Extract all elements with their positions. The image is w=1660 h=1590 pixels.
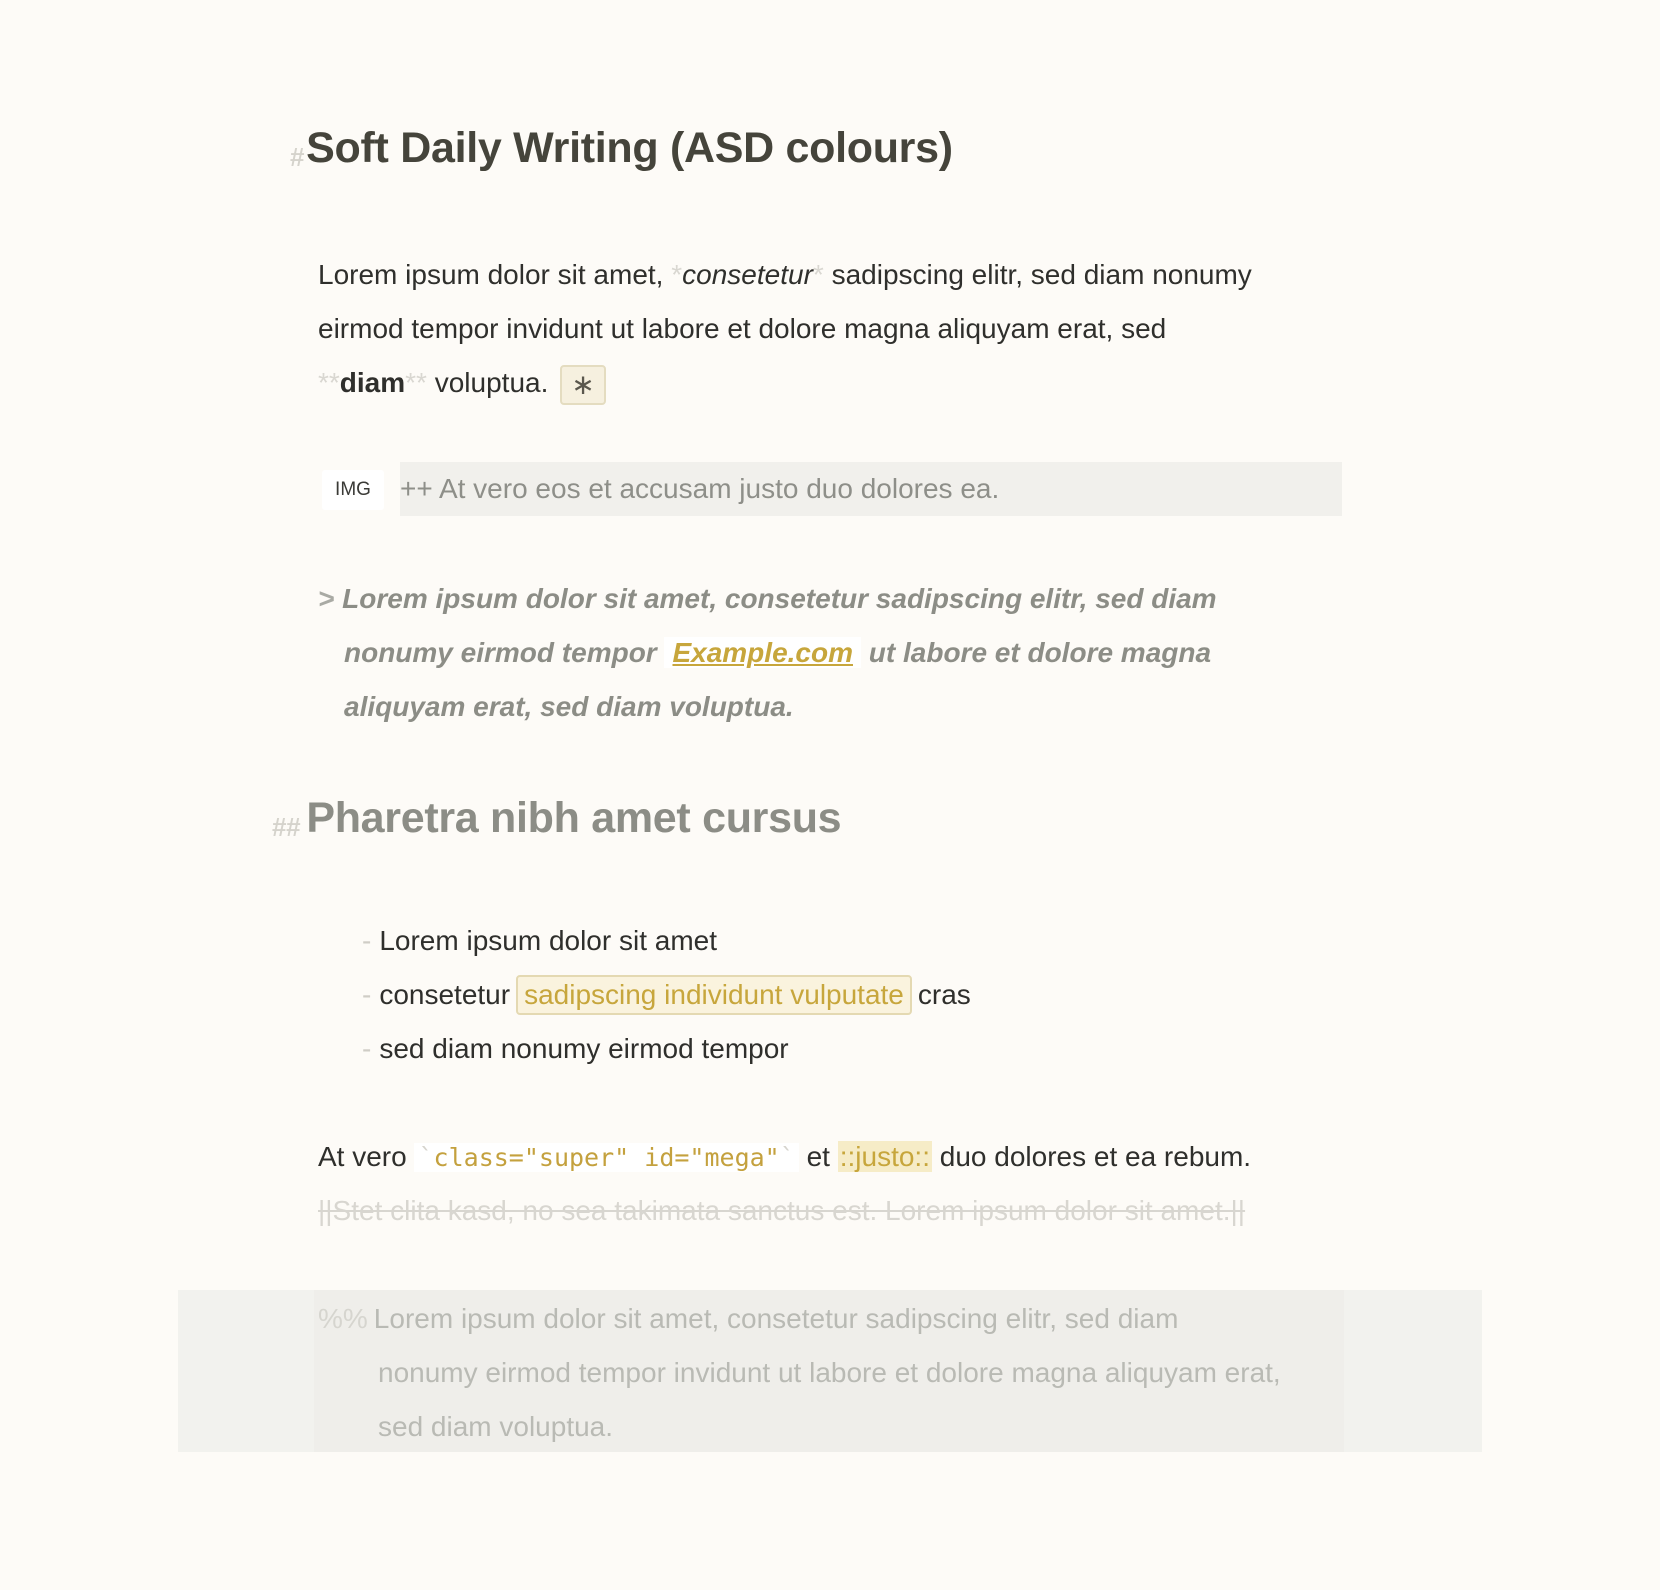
list-item[interactable] <box>362 1022 789 1076</box>
text-run: sed diam voluptua. <box>378 1411 614 1442</box>
text-run: nonumy eirmod tempor invidunt ut labore et dolore magna aliquyam erat, <box>378 1357 1281 1388</box>
comment-line <box>318 1292 1281 1346</box>
text-run: eirmod tempor invidunt ut labore et dolore magna aliquyam erat, sed <box>318 313 1167 344</box>
code-tick: ` <box>779 1143 795 1172</box>
list-item-text: cras <box>917 979 971 1010</box>
strong-marker: ** <box>318 367 340 398</box>
text-run: At vero <box>318 1141 415 1172</box>
text-run: nonumy eirmod tempor <box>344 637 665 668</box>
highlight[interactable]: ::justo:: <box>839 1141 930 1172</box>
heading-2[interactable] <box>272 794 841 843</box>
emphasis-marker: * <box>812 259 824 290</box>
code-tick: ` <box>418 1143 434 1172</box>
heading-1-marker: # <box>290 142 305 172</box>
list-dash: - <box>362 979 372 1010</box>
text-run: voluptua. <box>426 367 557 398</box>
text-run: sadipscing elitr, sed diam nonumy <box>823 259 1252 290</box>
text-run: ut labore et dolore magna <box>861 637 1212 668</box>
text-run: aliquyam erat, sed diam voluptua. <box>344 691 794 722</box>
paragraph-line[interactable] <box>318 302 1166 356</box>
comment-marker: %% <box>318 1303 368 1334</box>
strong-text: diam <box>339 367 406 398</box>
strikethrough-line[interactable]: ||Stet clita kasd, no sea takimata sanctus est. Lorem ipsum dolor sit amet.|| <box>318 1195 1246 1226</box>
text-run: et <box>798 1141 838 1172</box>
blockquote-line <box>318 626 1217 680</box>
comment-line <box>318 1400 1281 1454</box>
tag-chip[interactable]: sadipscing individunt vulputate <box>516 975 912 1015</box>
emphasis-marker: * <box>671 259 683 290</box>
list-item[interactable] <box>362 968 971 1022</box>
blockquote-line <box>318 680 1217 734</box>
text-run: duo dolores et ea rebum. <box>931 1141 1252 1172</box>
inline-code[interactable] <box>414 1143 798 1172</box>
list-item-text: consetetur <box>379 979 511 1010</box>
list-item-text: sed diam nonumy eirmod tempor <box>379 1033 789 1064</box>
paragraph-line[interactable] <box>318 248 1252 302</box>
heading-1-text: Soft Daily Writing (ASD colours) <box>306 124 953 172</box>
blockquote-marker: > <box>318 583 343 614</box>
strong-marker: ** <box>405 367 427 398</box>
text-run: Lorem ipsum dolor sit amet, consetetur sadipscing elitr, sed diam <box>342 583 1217 614</box>
comment-line <box>318 1346 1281 1400</box>
heading-2-text: Pharetra nibh amet cursus <box>306 794 842 842</box>
asterisk-icon[interactable]: ∗ <box>560 365 606 405</box>
heading-1[interactable] <box>290 124 953 173</box>
text-run: Lorem ipsum dolor sit amet, consetetur sadipscing elitr, sed diam <box>373 1303 1179 1334</box>
emphasis-text: consetetur <box>682 259 813 290</box>
comment-block[interactable] <box>318 1292 1281 1454</box>
paragraph-line[interactable] <box>318 1130 1251 1185</box>
example-link[interactable]: Example.com <box>664 637 861 668</box>
heading-2-marker: ## <box>272 812 301 842</box>
blockquote-line <box>318 572 1217 626</box>
text-run: Lorem ipsum dolor sit amet, <box>318 259 672 290</box>
image-label[interactable]: IMG <box>322 470 384 510</box>
paragraph-line[interactable] <box>318 356 606 410</box>
blockquote[interactable] <box>318 572 1217 734</box>
list-dash: - <box>362 1033 372 1064</box>
list-item[interactable] <box>362 914 717 968</box>
list-item-text: Lorem ipsum dolor sit amet <box>379 925 718 956</box>
list-dash: - <box>362 925 372 956</box>
code-text: class="super" id="mega" <box>433 1143 780 1172</box>
insertion-line[interactable]: ++ At vero eos et accusam justo duo dolores ea. <box>400 462 1342 516</box>
